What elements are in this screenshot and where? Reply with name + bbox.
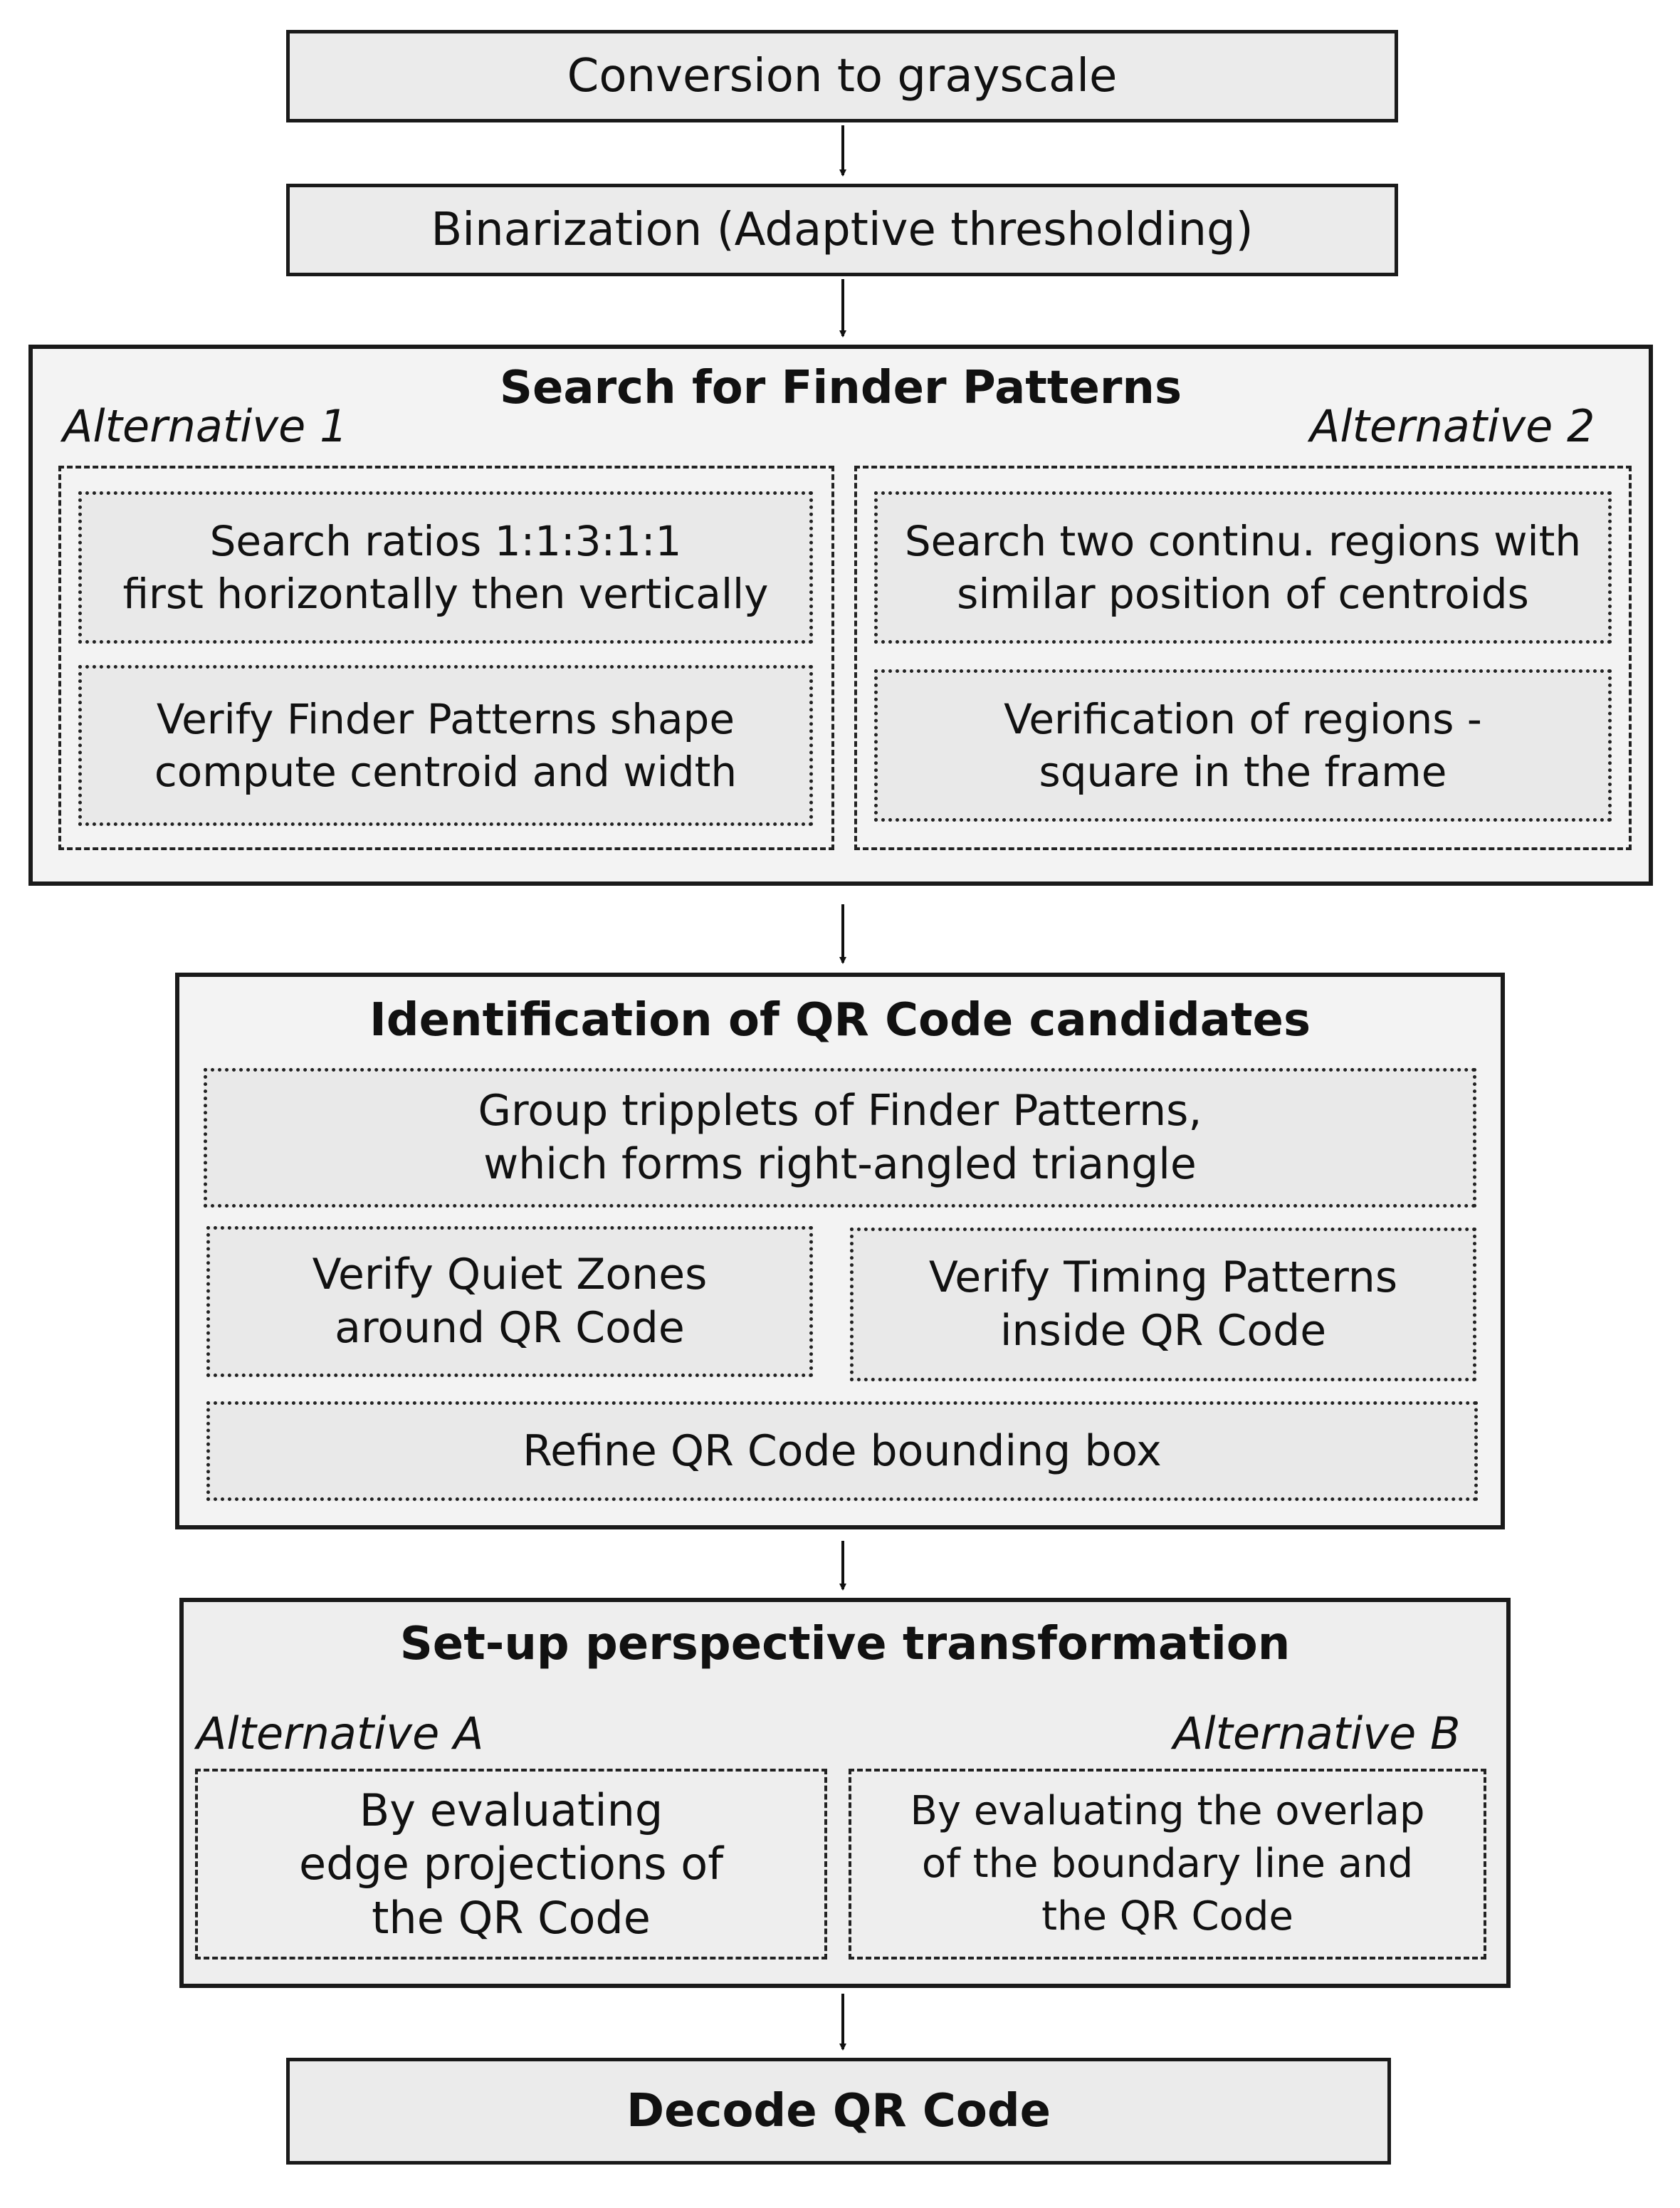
finder-alt1-verify-shape: Verify Finder Patterns shape compute centroid and width (78, 665, 813, 826)
perspective-altA-text: By evaluating edge projections of the QR Code (298, 1784, 724, 1944)
step-decode-label: Decode QR Code (626, 2085, 1051, 2138)
step-grayscale-label: Conversion to grayscale (567, 49, 1118, 103)
finder-alt2-label: Alternative 2 (1310, 400, 1595, 452)
finder-alt2-search-regions: Search two continu. regions with similar position of centroids (874, 491, 1612, 644)
group-tripplets-step: Group tripplets of Finder Patterns, which forms right-angled triangle (204, 1068, 1476, 1208)
perspective-altA-label: Alternative A (196, 1707, 484, 1759)
perspective-altB-label: Alternative B (1173, 1707, 1461, 1759)
perspective-title: Set-up perspective transformation (399, 1618, 1291, 1670)
finder-alt1-label: Alternative 1 (63, 400, 348, 452)
finder-alt1-search-ratios: Search ratios 1:1:3:1:1 first horizontally then vertically (78, 491, 813, 644)
verify-timing-patterns-step: Verify Timing Patterns inside QR Code (850, 1228, 1476, 1381)
identification-title: Identification of QR Code candidates (369, 994, 1311, 1047)
perspective-altB-text: By evaluating the overlap of the boundary line and the QR Code (910, 1788, 1425, 1940)
step-binarization-label: Binarization (Adaptive thresholding) (431, 203, 1254, 256)
verify-quiet-zones-step: Verify Quiet Zones around QR Code (206, 1226, 813, 1377)
finder-alt2-verify-regions: Verification of regions - square in the frame (874, 669, 1612, 822)
refine-bounding-box-step: Refine QR Code bounding box (206, 1401, 1478, 1501)
finder-patterns-title: Search for Finder Patterns (499, 362, 1182, 414)
